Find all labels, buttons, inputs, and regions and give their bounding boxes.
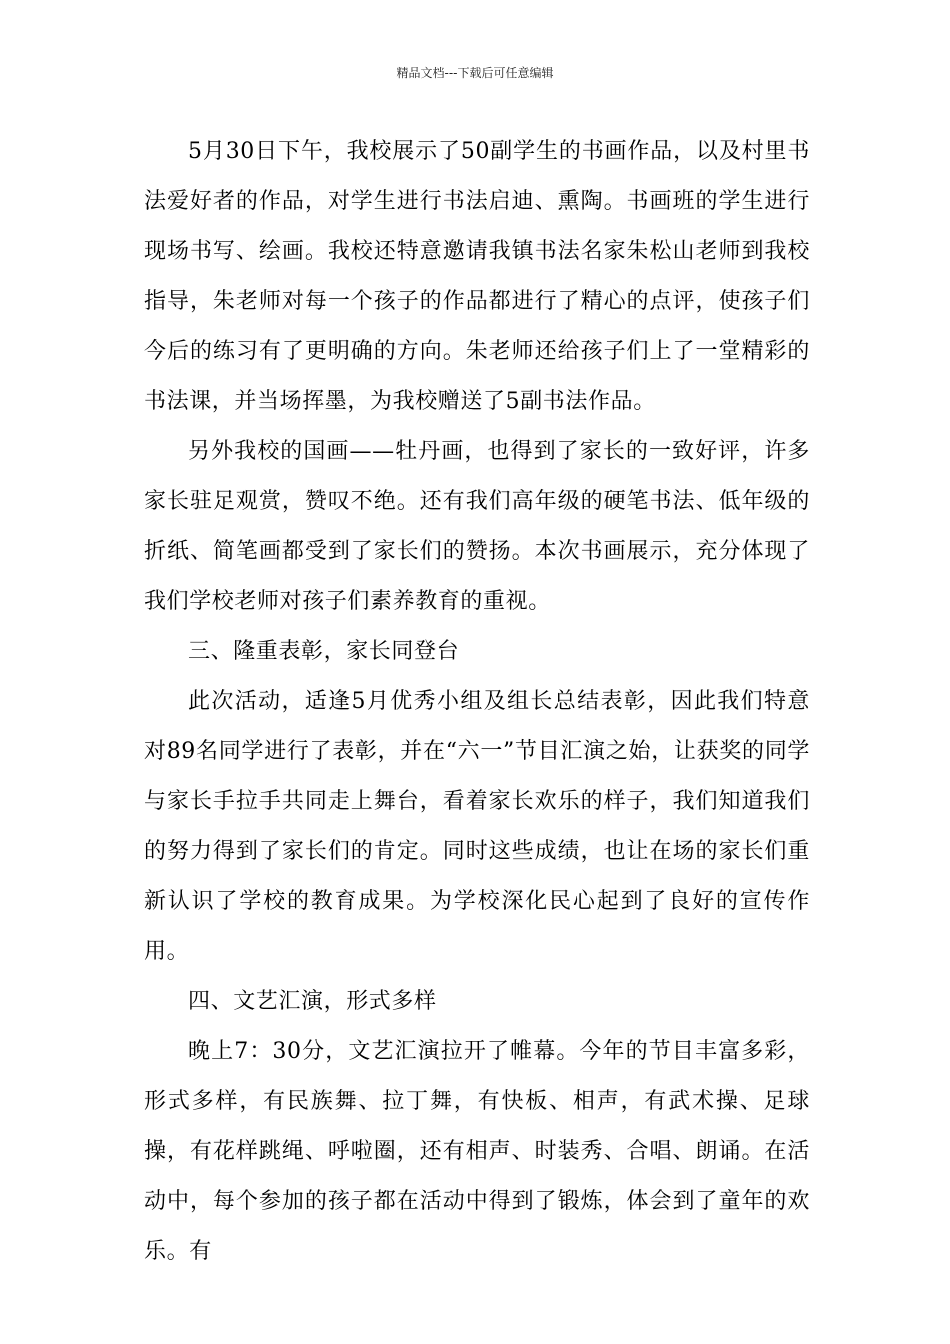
paragraph-performance: 晚上7：30分，文艺汇演拉开了帷幕。今年的节目丰富多彩，形式多样，有民族舞、拉丁舞，有快板、相声，有武术操、足球操，有花样跳绳、呼啦圈，还有相声、时装秀、合唱、朗诵。在活动中，每个参加的孩子都在活动中得到了锻炼，体会到了童年的欢乐。有: [144, 1039, 810, 1264]
section-heading-commendation: 三、隆重表彰，家长同登台: [188, 639, 460, 664]
page-header: 精品文档---下载后可任意编辑: [396, 66, 554, 80]
paragraph-commendation: 此次活动，适逢5月优秀小组及组长总结表彰，因此我们特意对89名同学进行了表彰，并在“六一”节目汇演之始，让获奖的同学与家长手拉手共同走上舞台，看着家长欢乐的样子，我们知道我们的努力得到了家长们的肯定。同时这些成绩，也让在场的家长们重新认识了学校的教育成果。为学校深化民心起到了良好的宣传作用。: [144, 689, 810, 964]
document-body: [144, 127, 810, 1277]
paragraph-calligraphy-exhibit: 5月30日下午，我校展示了50副学生的书画作品，以及村里书法爱好者的作品，对学生进行书法启迪、熏陶。书画班的学生进行现场书写、绘画。我校还特意邀请我镇书法名家朱松山老师到我校指导，朱老师对每一个孩子的作品都进行了精心的点评，使孩子们今后的练习有了更明确的方向。朱老师还给孩子们上了一堂精彩的书法课，并当场挥墨，为我校赠送了5副书法作品。: [144, 139, 810, 414]
paragraph-peony-painting: 另外我校的国画——牡丹画，也得到了家长的一致好评，许多家长驻足观赏，赞叹不绝。还有我们高年级的硬笔书法、低年级的折纸、简笔画都受到了家长们的赞扬。本次书画展示，充分体现了我们学校老师对孩子们素养教育的重视。: [144, 439, 810, 614]
section-heading-performance: 四、文艺汇演，形式多样: [188, 989, 437, 1014]
